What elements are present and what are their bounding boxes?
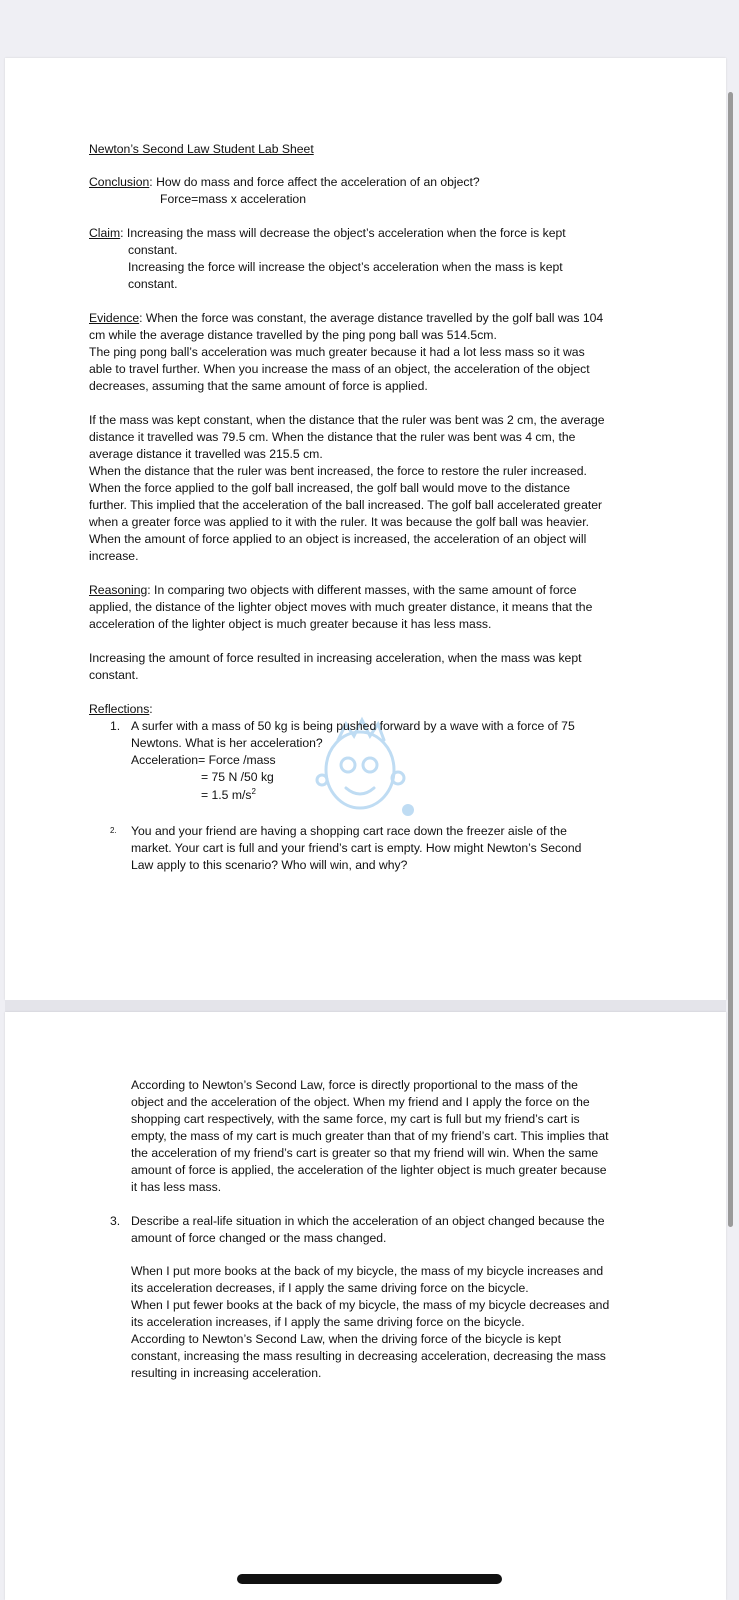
q1-number: 1. <box>110 719 121 733</box>
evidence-line-5: decreases, assuming that the same amount of force is applied. <box>89 379 428 393</box>
q1-line-1: A surfer with a mass of 50 kg is being pushed forward by a wave with a force of 75 <box>131 719 575 733</box>
evidence-p2-line-6: further. This implied that the acceleration of the ball increased. The golf ball accelerated greater <box>89 498 603 512</box>
evidence-line-2: cm while the average distance travelled by the ping pong ball was 514.5cm. <box>89 328 497 342</box>
q3-number: 3. <box>110 1214 121 1228</box>
q2-number: 2. <box>110 826 117 835</box>
q2-answer-line-7: it has less mass. <box>131 1180 222 1194</box>
q1-answer-line-1: Acceleration= Force /mass <box>131 753 276 767</box>
q1-answer-line-3: = 1.5 $m/s^2$ <box>201 786 256 802</box>
vertical-scrollbar[interactable] <box>728 92 733 1227</box>
conclusion-line <box>89 174 480 191</box>
evidence-p2-line-4: When the distance that the ruler was bent increased, the force to restore the ruler increased. <box>89 464 587 478</box>
reasoning-line-3: acceleration of the lighter object is much greater because it has less mass. <box>89 617 492 631</box>
q3-answer-line-2: its acceleration decreases, if I apply the same driving force on the bicycle. <box>131 1281 529 1295</box>
q3-line-1: Describe a real-life situation in which the acceleration of an object changed because the <box>131 1214 605 1228</box>
q2-line-2: market. Your cart is full and your friend’s cart is empty. How might Newton’s Second <box>131 841 582 855</box>
evidence-line-3: The ping pong ball’s acceleration was much greater because it had a lot less mass so it was <box>89 345 585 359</box>
evidence-p2-line-8: When the amount of force applied to an object is increased, the acceleration of an object will <box>89 532 587 546</box>
reflections-heading: Reflections: <box>89 702 153 716</box>
q1-answer-line-2: = 75 N /50 kg <box>201 770 274 784</box>
q3-answer-line-6: constant, increasing the mass resulting in decreasing acceleration, decreasing the mass <box>131 1349 606 1363</box>
page-title: Newton’s Second Law Student Lab Sheet <box>89 142 314 156</box>
page-separator <box>5 1000 726 1012</box>
claim-line-1: Claim: Increasing the mass will decrease the object’s acceleration when the force is kept <box>89 226 566 240</box>
claim-label: Claim <box>89 226 121 240</box>
q2-line-3: Law apply to this scenario? Who will win, and why? <box>131 858 408 872</box>
q3-answer-line-7: resulting in increasing acceleration. <box>131 1366 322 1380</box>
q3-answer-line-4: its acceleration increases, if I apply the same driving force on the bicycle. <box>131 1315 525 1329</box>
reasoning-p2-line-2: constant. <box>89 668 139 682</box>
claim-line-3: Increasing the force will increase the object’s acceleration when the mass is kept <box>128 260 563 274</box>
evidence-p2-line-3: average distance it travelled was 215.5 cm. <box>89 447 323 461</box>
superscript-2: 2 <box>251 786 256 796</box>
home-indicator[interactable] <box>237 1574 502 1584</box>
evidence-p2-line-7: when a greater force was applied to it with the ruler. It was because the golf ball was heavier. <box>89 515 589 529</box>
q2-line-1: You and your friend are having a shopping cart race down the freezer aisle of the <box>131 824 567 838</box>
q2-answer-line-3: shopping cart respectively, with the same force, my cart is full but my friend’s cart is <box>131 1112 580 1126</box>
reasoning-line-2: applied, the distance of the lighter object moves with much greater distance, it means that the <box>89 600 593 614</box>
evidence-p2-line-5: When the force applied to the golf ball increased, the golf ball would move to the distance <box>89 481 571 495</box>
conclusion-label: Conclusion <box>89 175 150 189</box>
conclusion-formula: Force=mass x acceleration <box>160 192 306 206</box>
conclusion-question: : How do mass and force affect the acceleration of an object? <box>149 175 480 189</box>
q3-answer-line-3: When I put fewer books at the back of my bicycle, the mass of my bicycle decreases and <box>131 1298 610 1312</box>
evidence-label: Evidence <box>89 311 140 325</box>
q2-answer-line-5: the acceleration of my friend’s cart is greater so that my friend will win. When the same <box>131 1146 599 1160</box>
q1-line-2: Newtons. What is her acceleration? <box>131 736 323 750</box>
reasoning-p2-line-1: Increasing the amount of force resulted in increasing acceleration, when the mass was kept <box>89 651 582 665</box>
reflections-label: Reflections <box>89 702 150 716</box>
evidence-line-4: able to travel further. When you increase the mass of an object, the acceleration of the object <box>89 362 590 376</box>
q3-line-2: amount of force changed or the mass changed. <box>131 1231 387 1245</box>
reasoning-line-1: Reasoning: In comparing two objects with different masses, with the same amount of force <box>89 583 577 597</box>
evidence-p2-line-2: distance it travelled was 79.5 cm. When the distance that the ruler was bent was 4 cm, the <box>89 430 576 444</box>
q3-answer-line-5: According to Newton’s Second Law, when the driving force of the bicycle is kept <box>131 1332 561 1346</box>
q2-answer-line-2: object and the acceleration of the object. When my friend and I apply the force on the <box>131 1095 590 1109</box>
evidence-line-1: Evidence: When the force was constant, the average distance travelled by the golf ball was 104 <box>89 311 604 325</box>
reasoning-label: Reasoning <box>89 583 148 597</box>
q3-answer-line-1: When I put more books at the back of my bicycle, the mass of my bicycle increases and <box>131 1264 604 1278</box>
evidence-p2-line-9: increase. <box>89 549 139 563</box>
claim-line-4: constant. <box>128 277 178 291</box>
q2-answer-line-4: empty, the mass of my cart is much greater than that of my friend’s cart. This implies that <box>131 1129 609 1143</box>
q2-answer-line-1: According to Newton’s Second Law, force is directly proportional to the mass of the <box>131 1078 578 1092</box>
evidence-p2-line-1: If the mass was kept constant, when the distance that the ruler was bent was 2 cm, the average <box>89 413 605 427</box>
claim-line-2: constant. <box>128 243 178 257</box>
q2-answer-line-6: amount of force is applied, the acceleration of the lighter object is much greater because <box>131 1163 607 1177</box>
